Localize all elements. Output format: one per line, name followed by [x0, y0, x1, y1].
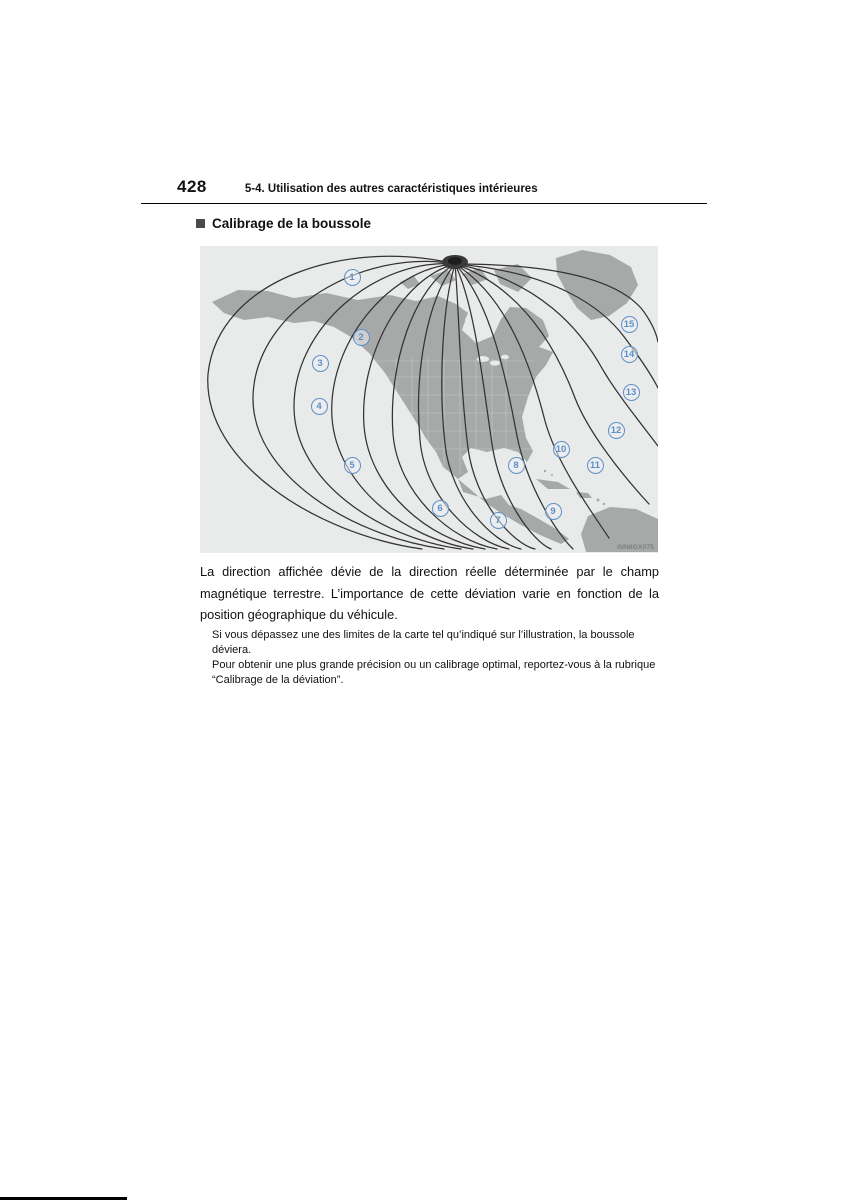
zone-marker-4: 4: [311, 398, 328, 415]
square-bullet-icon: [196, 219, 205, 228]
zone-marker-12: 12: [608, 422, 625, 439]
hudson-bay: [465, 310, 491, 334]
zone-marker-2: 2: [353, 329, 370, 346]
topic-heading: [196, 216, 371, 231]
zone-marker-1: 1: [344, 269, 361, 286]
page-header: [141, 177, 707, 204]
zone-marker-9: 9: [545, 503, 562, 520]
note-line: Si vous dépassez une des limites de la carte tel qu’indiqué sur l’illustration, la boussole déviera.: [212, 629, 635, 656]
figure-code: INN6GX075: [617, 544, 654, 551]
section-title: 5-4. Utilisation des autres caractéristiques intérieures: [244, 183, 538, 195]
zone-marker-6: 6: [432, 500, 449, 517]
zone-marker-11: 11: [587, 457, 604, 474]
notes-block: [212, 628, 664, 688]
zone-marker-7: 7: [490, 512, 507, 529]
zone-marker-8: 8: [508, 457, 525, 474]
note-line: Pour obtenir une plus grande précision ou un calibrage optimal, reportez-vous à la rubrique “Calibrage de la déviation”.: [212, 659, 656, 686]
zone-marker-15: 15: [621, 316, 638, 333]
topic-heading-text: Calibrage de la boussole: [212, 216, 372, 231]
zone-marker-3: 3: [312, 355, 329, 372]
zone-marker-5: 5: [344, 457, 361, 474]
page-number: 428: [177, 177, 207, 196]
zone-marker-10: 10: [553, 441, 570, 458]
body-paragraph: La direction affichée dévie de la direction réelle déterminée par le champ magnétique terrestre. L’importance de cette déviation varie en fonction de la position géographique du véhicule.: [200, 564, 659, 622]
zone-marker-13: 13: [623, 384, 640, 401]
magnetic-pole-core: [448, 257, 462, 265]
north-america-declination-map: [200, 246, 658, 553]
page-header-line: [141, 177, 707, 197]
zone-marker-14: 14: [621, 346, 638, 363]
declination-map-figure: [200, 246, 658, 553]
